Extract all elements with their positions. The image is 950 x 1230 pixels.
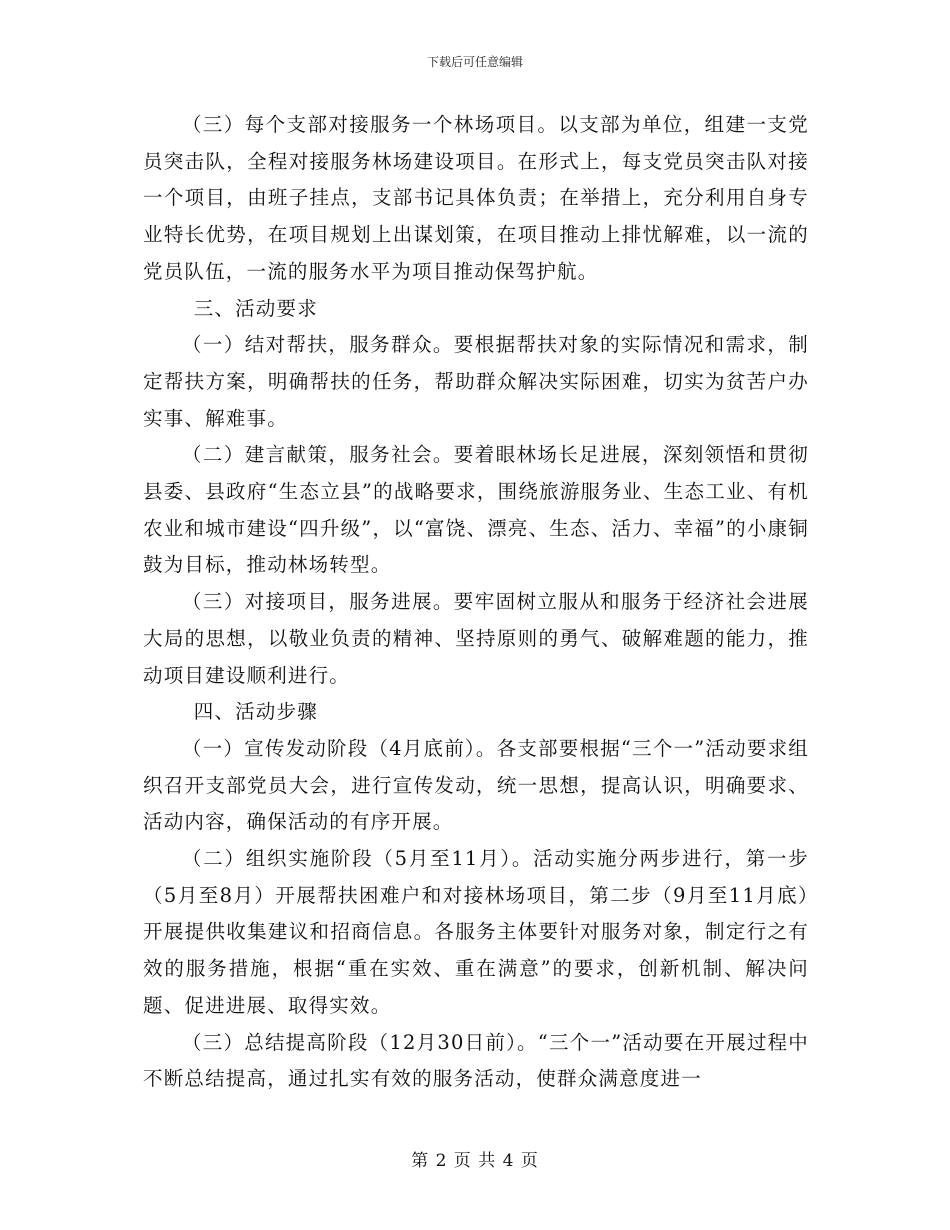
paragraph-section-item: （三）每个支部对接服务一个林场项目。以支部为单位，组建一支党员突击队，全程对接服务林场建设项目。在形式上，每支党员突击队对接一个项目，由班子挂点，支部书记具体负责；在举措上，充分利用自身专业特长优势，在项目规划上出谋划策，在项目推动上排忧解难，以一流的党员队伍，一流的服务水平为项目推动保驾护航。 [143, 113, 809, 283]
section-heading: 三、活动要求 [193, 296, 318, 320]
document-body [143, 107, 809, 1098]
section-heading: 四、活动步骤 [193, 700, 318, 724]
paragraph-section-item: （三）对接项目，服务进展。要牢固树立服从和服务于经济社会进展大局的思想，以敬业负责的精神、坚持原则的勇气、破解难题的能力，推动项目建设顺利进行。 [143, 590, 809, 687]
paragraph-section-item: （二）组织实施阶段（5月至11月）。活动实施分两步进行，第一步（5月至8月）开展帮扶困难户和对接林场项目，第二步（9月至11月底）开展提供收集建议和招商信息。各服务主体要针对服务对象，制定行之有效的服务措施，根据“重在实效、重在满意”的要求，创新机制、解决问题、促进进展、取得实效。 [143, 847, 809, 1017]
paragraph-section-item: （二）建言献策，服务社会。要着眼林场长足进展，深刻领悟和贯彻县委、县政府“生态立县”的战略要求，围绕旅游服务业、生态工业、有机农业和城市建设“四升级”，以“富饶、漂亮、生态、活力、幸福”的小康铜鼓为目标，推动林场转型。 [143, 443, 809, 577]
page-footer-number: 第 2 页 共 4 页 [411, 1151, 539, 1171]
paragraph-section-item: （一）宣传发动阶段（4月底前）。各支部要根据“三个一”活动要求组织召开支部党员大会，进行宣传发动，统一思想，提高认识，明确要求、活动内容，确保活动的有序开展。 [143, 736, 809, 834]
paragraph-section-item: （三）总结提高阶段（12月30日前）。“三个一”活动要在开展过程中不断总结提高，通过扎实有效的服务活动，使群众满意度进一 [143, 1030, 809, 1091]
page-header-note: 下载后可任意编辑 [426, 55, 523, 69]
paragraph-section-item: （一）结对帮扶，服务群众。要根据帮扶对象的实际情况和需求，制定帮扶方案，明确帮扶的任务，帮助群众解决实际困难，切实为贫苦户办实事、解难事。 [143, 333, 809, 430]
